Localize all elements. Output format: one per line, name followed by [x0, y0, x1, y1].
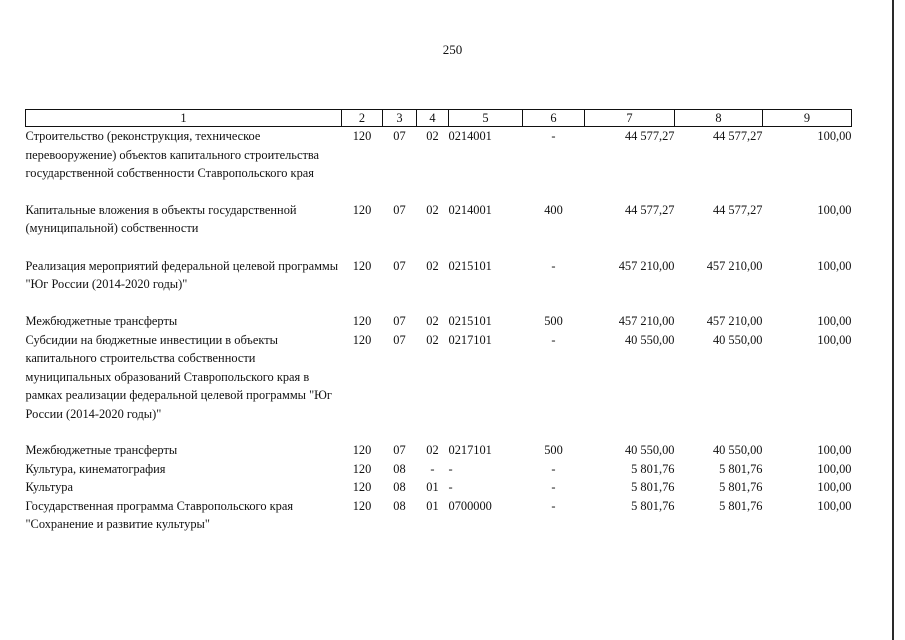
row-percent: 100,00	[817, 202, 852, 217]
row-fact: 44 577,27	[712, 129, 763, 143]
table-row	[26, 331, 852, 441]
row-fact: 5 801,76	[719, 480, 763, 494]
row-subsection: 02	[426, 313, 439, 328]
row-section: 07	[393, 442, 406, 457]
row-type: -	[551, 480, 556, 494]
row-type: -	[551, 258, 556, 273]
row-plan: 5 801,76	[631, 461, 675, 476]
header-col-2: 2	[342, 110, 383, 127]
row-type: -	[551, 332, 556, 347]
row-code: 120	[352, 442, 372, 457]
scan-edge-line	[892, 0, 894, 640]
row-name: Культура, кинематография	[25, 461, 166, 476]
row-article: 0214001	[448, 129, 492, 143]
row-name: Субсидии на бюджетные инвестиции в объекты капитального строительства собственности муниципальных образований Ставропольского края в рамках реализации федеральной целевой программы "Юг России (2014-2020 годы)"	[25, 332, 332, 421]
table-row	[26, 312, 852, 331]
row-fact: 457 210,00	[706, 258, 763, 273]
table-row	[26, 127, 852, 201]
row-plan: 5 801,76	[631, 498, 675, 513]
row-percent: 100,00	[817, 129, 852, 143]
row-name: Государственная программа Ставропольского края "Сохранение и развитие культуры"	[25, 498, 294, 531]
row-section: 08	[393, 480, 406, 494]
row-fact: 5 801,76	[719, 498, 763, 513]
row-plan: 40 550,00	[624, 442, 675, 457]
table-row	[26, 478, 852, 497]
row-section: 08	[393, 498, 406, 513]
row-type: -	[551, 461, 556, 476]
row-plan: 457 210,00	[618, 258, 675, 273]
header-col-8: 8	[675, 110, 763, 127]
row-subsection: 01	[426, 480, 439, 494]
table-row	[26, 257, 852, 312]
row-subsection: 02	[426, 442, 439, 457]
row-fact: 44 577,27	[712, 202, 763, 217]
page-number: 250	[442, 42, 463, 57]
row-plan: 457 210,00	[618, 313, 675, 328]
row-code: 120	[352, 129, 372, 143]
row-section: 07	[393, 258, 406, 273]
row-code: 120	[352, 332, 372, 347]
row-article: 0217101	[448, 442, 492, 457]
row-plan: 44 577,27	[624, 129, 675, 143]
table-row	[26, 441, 852, 460]
row-code: 120	[352, 480, 372, 494]
row-article: 0214001	[448, 202, 492, 217]
row-plan: 5 801,76	[631, 480, 675, 494]
row-article: 0700000	[448, 498, 492, 513]
row-subsection: -	[430, 461, 435, 476]
row-type: 500	[544, 442, 563, 457]
row-section: 07	[393, 202, 406, 217]
row-name: Строительство (реконструкция, техническое перевооружение) объектов капитального строительства государственной собственности Ставропольского края	[25, 129, 320, 180]
row-article: 0215101	[448, 313, 492, 328]
row-code: 120	[352, 258, 372, 273]
row-percent: 100,00	[817, 480, 852, 494]
row-name: Культура	[25, 480, 73, 494]
row-code: 120	[352, 202, 372, 217]
row-plan: 40 550,00	[624, 332, 675, 347]
header-col-1: 1	[26, 110, 342, 127]
row-fact: 40 550,00	[712, 442, 763, 457]
table-row	[26, 201, 852, 257]
row-subsection: 02	[426, 202, 439, 217]
row-section: 07	[393, 129, 406, 143]
row-type: 400	[544, 202, 563, 217]
row-type: 500	[544, 313, 563, 328]
row-percent: 100,00	[817, 498, 852, 513]
row-type: -	[551, 129, 556, 143]
header-col-9: 9	[763, 110, 852, 127]
row-subsection: 02	[426, 258, 439, 273]
row-article: -	[448, 461, 453, 476]
row-section: 07	[393, 332, 406, 347]
row-plan: 44 577,27	[624, 202, 675, 217]
row-article: 0215101	[448, 258, 492, 273]
row-section: 07	[393, 313, 406, 328]
row-code: 120	[352, 313, 372, 328]
header-col-7: 7	[585, 110, 675, 127]
row-percent: 100,00	[817, 461, 852, 476]
row-subsection: 02	[426, 332, 439, 347]
table-row	[26, 497, 852, 534]
row-article: 0217101	[448, 332, 492, 347]
row-code: 120	[352, 461, 372, 476]
row-percent: 100,00	[817, 332, 852, 347]
row-subsection: 02	[426, 129, 439, 143]
row-fact: 457 210,00	[706, 313, 763, 328]
row-name: Капитальные вложения в объекты государственной (муниципальной) собственности	[25, 202, 297, 235]
header-col-3: 3	[383, 110, 417, 127]
row-percent: 100,00	[817, 258, 852, 273]
row-name: Межбюджетные трансферты	[25, 442, 178, 457]
row-fact: 40 550,00	[712, 332, 763, 347]
row-section: 08	[393, 461, 406, 476]
header-col-6: 6	[523, 110, 585, 127]
budget-table	[25, 109, 852, 534]
table-row	[26, 460, 852, 479]
header-col-4: 4	[417, 110, 449, 127]
header-col-5: 5	[449, 110, 523, 127]
row-article: -	[448, 480, 453, 494]
row-percent: 100,00	[817, 442, 852, 457]
row-name: Межбюджетные трансферты	[25, 313, 178, 328]
row-type: -	[551, 498, 556, 513]
row-name: Реализация мероприятий федеральной целевой программы "Юг России (2014-2020 годы)"	[25, 258, 339, 291]
row-fact: 5 801,76	[719, 461, 763, 476]
row-code: 120	[352, 498, 372, 513]
row-subsection: 01	[426, 498, 439, 513]
row-percent: 100,00	[817, 313, 852, 328]
header-row	[26, 110, 852, 127]
